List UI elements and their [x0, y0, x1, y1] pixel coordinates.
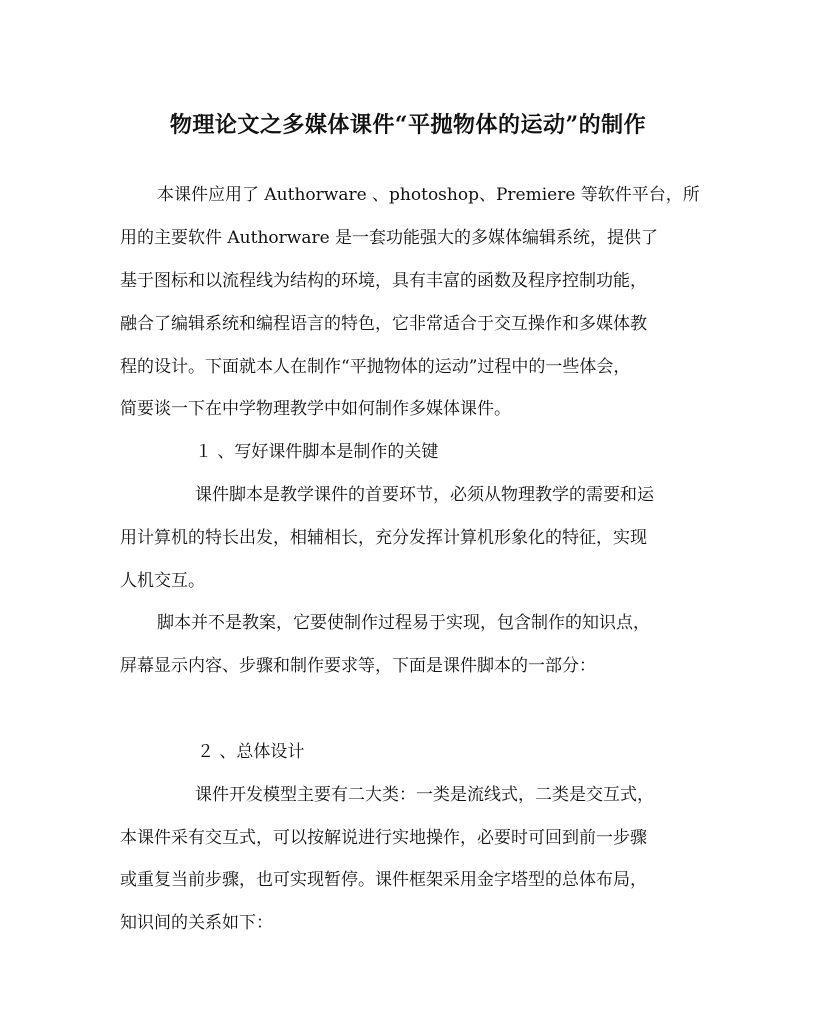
paragraph-line: 本课件应用了 Authorware 、photoshop、Premiere 等软件平台，所 [157, 185, 700, 205]
paragraph-line: 课件脚本是教学课件的首要环节，必须从物理教学的需要和运 [195, 485, 654, 505]
paragraph-line: 脚本并不是教案，它要使制作过程易于实现，包含制作的知识点， [157, 613, 650, 633]
paragraph-line: 程的设计。下面就本人在制作“平抛物体的运动”过程中的一些体会， [120, 357, 631, 377]
paragraph-line: 知识间的关系如下： [120, 913, 273, 933]
paragraph-line: 课件开发模型主要有二大类：一类是流线式，二类是交互式， [195, 785, 654, 805]
paragraph-line: 融合了编辑系统和编程语言的特色，它非常适合于交互操作和多媒体教 [120, 314, 647, 334]
paragraph-line: 人机交互。 [120, 571, 205, 591]
section-heading: １ 、写好课件脚本是制作的关键 [195, 442, 439, 462]
document-title: 物理论文之多媒体课件“平抛物体的运动”的制作 [169, 112, 647, 138]
paragraph-line: 简要谈一下在中学物理教学中如何制作多媒体课件。 [120, 399, 511, 419]
paragraph-line: 或重复当前步骤，也可实现暂停。课件框架采用金字塔型的总体布局， [120, 870, 647, 890]
section-heading: ２ 、总体设计 [197, 742, 305, 762]
paragraph-line: 用的主要软件 Authorware 是一套功能强大的多媒体编辑系统，提供了 [120, 228, 659, 248]
paragraph-line: 基于图标和以流程线为结构的环境，具有丰富的函数及程序控制功能， [120, 271, 647, 291]
paragraph-line: 屏幕显示内容、步骤和制作要求等，下面是课件脚本的一部分： [120, 656, 596, 676]
paragraph-line: 本课件采有交互式，可以按解说进行实地操作，必要时可回到前一步骤 [120, 828, 647, 848]
paragraph-line: 用计算机的特长出发，相辅相长，充分发挥计算机形象化的特征，实现 [120, 528, 647, 548]
